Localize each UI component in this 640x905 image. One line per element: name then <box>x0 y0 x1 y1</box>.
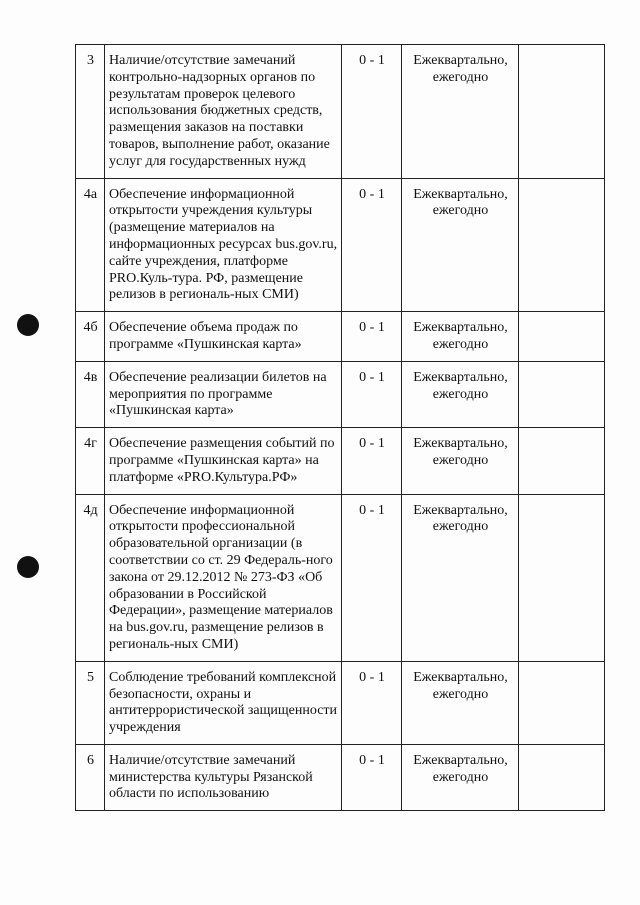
table-row <box>76 178 605 312</box>
empty-cell <box>519 744 605 810</box>
score-range: 0 - 1 <box>342 661 402 744</box>
row-number: 4г <box>76 428 105 494</box>
criterion-description: Обеспечение реализации билетов на мероприятия по программе «Пушкинская карта» <box>105 361 342 427</box>
criterion-description: Наличие/отсутствие замечаний министерства культуры Рязанской области по использованию <box>105 744 342 810</box>
table-row <box>76 312 605 362</box>
criterion-description: Обеспечение размещения событий по программе «Пушкинская карта» на платформе «PRO.Культура.РФ» <box>105 428 342 494</box>
empty-cell <box>519 312 605 362</box>
reporting-period: Ежеквартально, ежегодно <box>402 361 519 427</box>
score-range: 0 - 1 <box>342 45 402 179</box>
empty-cell <box>519 361 605 427</box>
table-row <box>76 45 605 179</box>
row-number: 5 <box>76 661 105 744</box>
table-row <box>76 661 605 744</box>
row-number: 4а <box>76 178 105 312</box>
row-number: 4в <box>76 361 105 427</box>
score-range: 0 - 1 <box>342 428 402 494</box>
criterion-description: Обеспечение информационной открытости учреждения культуры (размещение материалов на информационных ресурсах bus.gov.ru, сайте учреждения, платформе PRO.Куль-тура. РФ, размещение релизов в региональ-ных СМИ) <box>105 178 342 312</box>
criterion-description: Обеспечение объема продаж по программе «Пушкинская карта» <box>105 312 342 362</box>
score-range: 0 - 1 <box>342 361 402 427</box>
row-number: 3 <box>76 45 105 179</box>
table-row <box>76 744 605 810</box>
empty-cell <box>519 178 605 312</box>
empty-cell <box>519 428 605 494</box>
row-number: 4д <box>76 494 105 661</box>
empty-cell <box>519 661 605 744</box>
row-number: 4б <box>76 312 105 362</box>
punch-hole-top <box>17 314 39 336</box>
score-range: 0 - 1 <box>342 178 402 312</box>
criteria-table <box>75 44 605 811</box>
empty-cell <box>519 494 605 661</box>
table-row <box>76 361 605 427</box>
criterion-description: Соблюдение требований комплексной безопасности, охраны и антитеррористической защищенности учреждения <box>105 661 342 744</box>
reporting-period: Ежеквартально, ежегодно <box>402 428 519 494</box>
reporting-period: Ежеквартально, ежегодно <box>402 661 519 744</box>
score-range: 0 - 1 <box>342 494 402 661</box>
reporting-period: Ежеквартально, ежегодно <box>402 312 519 362</box>
criterion-description: Наличие/отсутствие замечаний контрольно-надзорных органов по результатам проверок целевого использования бюджетных средств, размещения заказов на поставки товаров, выполнение работ, оказание услуг для государственных нужд <box>105 45 342 179</box>
reporting-period: Ежеквартально, ежегодно <box>402 178 519 312</box>
empty-cell <box>519 45 605 179</box>
score-range: 0 - 1 <box>342 744 402 810</box>
reporting-period: Ежеквартально, ежегодно <box>402 494 519 661</box>
reporting-period: Ежеквартально, ежегодно <box>402 45 519 179</box>
table-row <box>76 428 605 494</box>
row-number: 6 <box>76 744 105 810</box>
score-range: 0 - 1 <box>342 312 402 362</box>
table-row <box>76 494 605 661</box>
criterion-description: Обеспечение информационной открытости профессиональной образовательной организации (в соответствии со ст. 29 Федераль-ного закона от 29.12.2012 № 273-ФЗ «Об образовании в Российской Федерации», размещение материалов на bus.gov.ru, размещение релизов в региональ-ных СМИ) <box>105 494 342 661</box>
punch-hole-bottom <box>17 556 39 578</box>
reporting-period: Ежеквартально, ежегодно <box>402 744 519 810</box>
